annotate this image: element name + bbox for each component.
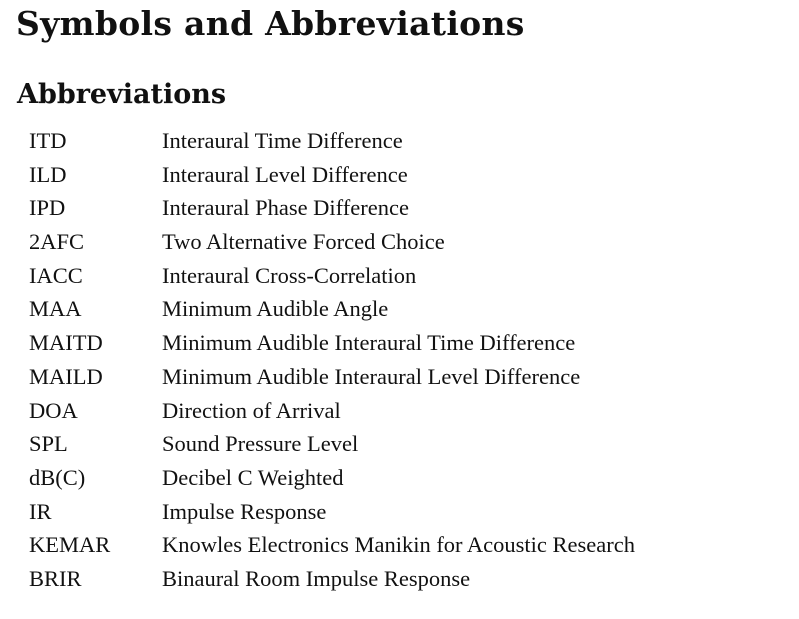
- abbreviation-row: [29, 191, 789, 225]
- abbreviation-row: [29, 360, 789, 394]
- abbreviation-row: [29, 562, 789, 596]
- abbreviation-row: [29, 292, 789, 326]
- abbreviation-row: [29, 158, 789, 192]
- abbreviation-term: KEMAR: [29, 532, 111, 558]
- abbreviation-row: [29, 394, 789, 428]
- abbreviation-definition: Decibel C Weighted: [162, 464, 344, 490]
- abbreviation-term: SPL: [29, 431, 68, 457]
- abbreviation-term: IACC: [29, 262, 83, 288]
- abbreviation-row: [29, 326, 789, 360]
- abbreviation-definition: Interaural Time Difference: [162, 128, 403, 153]
- abbreviation-term: IR: [29, 498, 52, 524]
- abbreviation-term: 2AFC: [29, 229, 85, 255]
- abbreviation-definition: Minimum Audible Interaural Level Difference: [162, 363, 581, 389]
- abbreviation-term: ILD: [29, 161, 67, 187]
- abbreviation-definition: Interaural Phase Difference: [162, 195, 409, 221]
- abbreviation-row: [29, 461, 789, 495]
- abbreviation-term: dB(C): [29, 464, 86, 490]
- abbreviation-definition: Minimum Audible Interaural Time Difference: [162, 330, 576, 356]
- abbreviation-term: MAILD: [29, 363, 103, 389]
- abbreviation-row: [29, 225, 789, 259]
- abbreviation-term: MAITD: [29, 330, 103, 356]
- abbreviation-term: BRIR: [29, 565, 82, 591]
- abbreviation-row: [29, 528, 789, 562]
- abbreviation-row: [29, 495, 789, 529]
- abbreviation-definition: Minimum Audible Angle: [162, 296, 389, 322]
- abbreviation-definition: Knowles Electronics Manikin for Acoustic Research: [162, 532, 635, 558]
- abbreviation-definition: Two Alternative Forced Choice: [162, 229, 445, 255]
- abbreviation-definition: Direction of Arrival: [162, 397, 341, 423]
- abbreviation-definition: Interaural Level Difference: [162, 161, 408, 187]
- abbreviation-row: [29, 427, 789, 461]
- abbreviation-definition: Sound Pressure Level: [162, 431, 359, 457]
- section-heading-abbreviations: Abbreviations: [17, 79, 227, 110]
- abbreviation-row: [29, 124, 789, 158]
- page-title: Symbols and Abbreviations: [16, 4, 525, 43]
- abbreviation-definition: Binaural Room Impulse Response: [162, 565, 471, 591]
- abbreviation-term: MAA: [29, 296, 82, 322]
- abbreviation-definition: Impulse Response: [162, 498, 327, 524]
- abbreviation-term: DOA: [29, 397, 78, 423]
- abbreviation-list: [29, 124, 789, 596]
- abbreviation-row: [29, 259, 789, 293]
- abbreviation-term: ITD: [29, 128, 67, 153]
- abbreviation-definition: Interaural Cross-Correlation: [162, 262, 417, 288]
- abbreviation-term: IPD: [29, 195, 66, 221]
